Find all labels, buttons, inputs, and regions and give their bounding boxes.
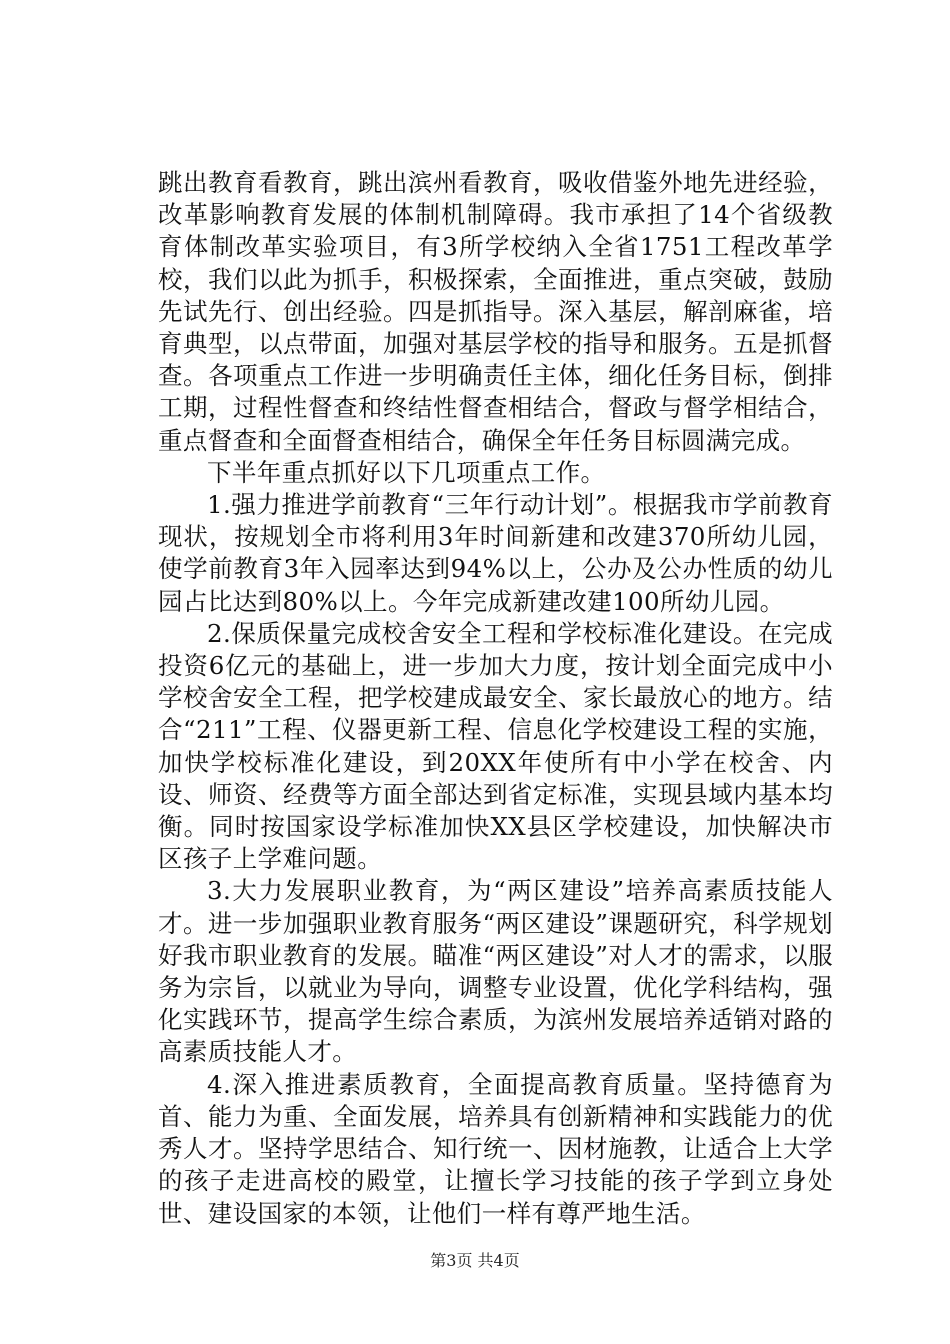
paragraph-continued: 跳出教育看教育，跳出滨州看教育，吸收借鉴外地先进经验，改革影响教育发展的体制机制障碍。我市承担了14个省级教育体制改革实验项目，有3所学校纳入全省1751工程改革学校，我们以此为抓手，积极探索，全面推进，重点突破，鼓励先试先行、创出经验。四是抓指导。深入基层，解剖麻雀，培育典型，以点带面，加强对基层学校的指导和服务。五是抓督查。各项重点工作进一步明确责任主体，细化任务目标，倒排工期，过程性督查和终结性督查相结合，督政与督学相结合，重点督查和全面督查相结合，确保全年任务目标圆满完成。 [158, 168, 833, 455]
paragraph-item-3: 3.大力发展职业教育，为“两区建设”培养高素质技能人才。进一步加强职业教育服务“两区建设”课题研究，科学规划好我市职业教育的发展。瞄准“两区建设”对人才的需求，以服务为宗旨，以就业为导向，调整专业设置，优化学科结构，强化实践环节，提高学生综合素质，为滨州发展培养适销对路的高素质技能人才。 [158, 876, 833, 1067]
paragraph-item-1: 1.强力推进学前教育“三年行动计划”。根据我市学前教育现状，按规划全市将利用3年时间新建和改建370所幼儿园，使学前教育3年入园率达到94%以上，公办及公办性质的幼儿园占比达到80%以上。今年完成新建改建100所幼儿园。 [158, 490, 833, 616]
paragraph-item-4: 4.深入推进素质教育，全面提高教育质量。坚持德育为首、能力为重、全面发展，培养具有创新精神和实践能力的优秀人才。坚持学思结合、知行统一、因材施教，让适合上大学的孩子走进高校的殿堂，让擅长学习技能的孩子学到立身处世、建设国家的本领，让他们一样有尊严地生活。 [158, 1069, 833, 1228]
document-body [158, 167, 833, 1230]
paragraph-item-2: 2.保质保量完成校舍安全工程和学校标准化建设。在完成投资6亿元的基础上，进一步加大力度，按计划全面完成中小学校舍安全工程，把学校建成最安全、家长最放心的地方。结合“211”工程、仪器更新工程、信息化学校建设工程的实施，加快学校标准化建设，到20XX年使所有中小学在校舍、内设、师资、经费等方面全部达到省定标准，实现县域内基本均衡。同时按国家设学标准加快XX县区学校建设，加快解决市区孩子上学难问题。 [158, 618, 833, 874]
paragraph-summary: 下半年重点抓好以下几项重点工作。 [207, 457, 606, 487]
page-number-footer: 第3页 共4页 [430, 1251, 520, 1270]
